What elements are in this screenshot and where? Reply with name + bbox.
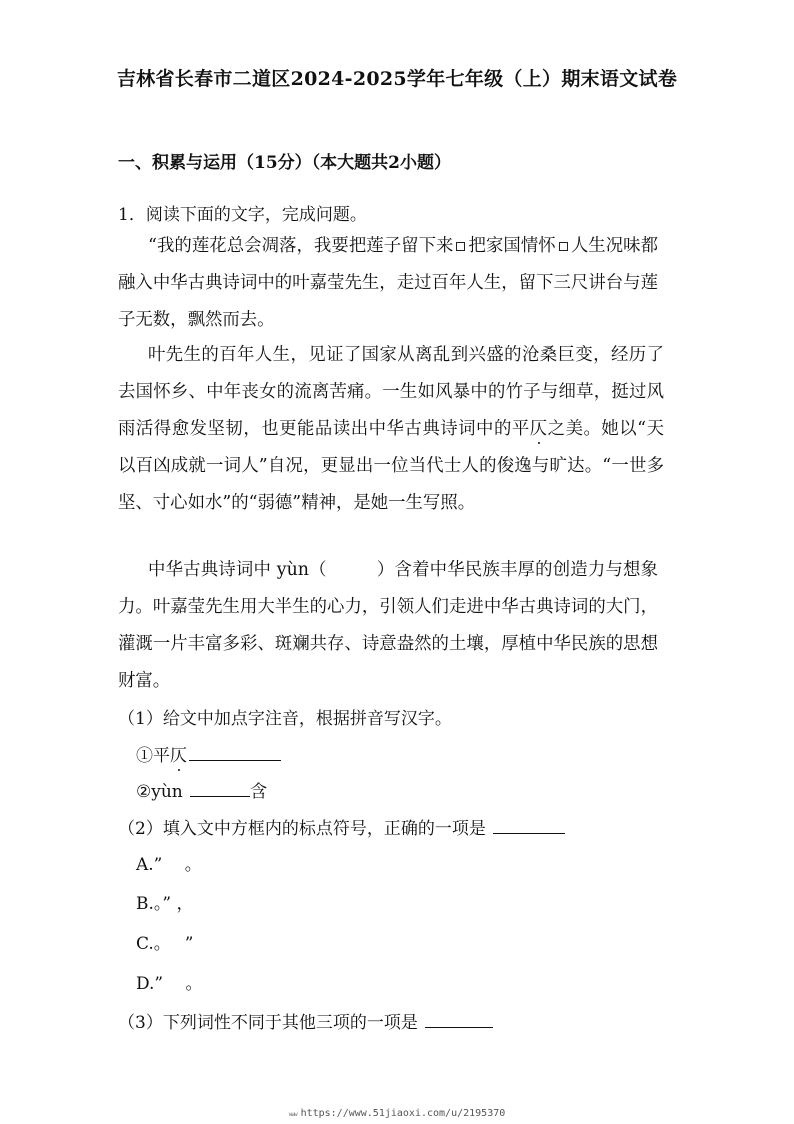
question-text: （3）下列词性不同于其他三项的一项是: [118, 1013, 424, 1033]
dotted-character: 仄: [529, 419, 548, 439]
punctuation-box: [456, 242, 465, 251]
passage-text: 人生况味都融入中华古典诗词中的叶嘉莹先生，走过百年人生，留下三尺讲台与莲子无数，飘然而去。: [118, 236, 658, 330]
passage-paragraph-1: [118, 228, 658, 339]
passage-text: 把家国情怀: [468, 236, 556, 256]
option-c[interactable]: C.。 ”: [136, 934, 194, 954]
option-a[interactable]: A.” 。: [136, 855, 202, 875]
answer-blank[interactable]: [425, 1011, 493, 1028]
passage-paragraph-2: [118, 337, 664, 522]
option-d[interactable]: D.” 。: [136, 974, 203, 994]
page-footer: [0, 1108, 794, 1119]
sub-question-2: [118, 814, 565, 839]
question-text: （2）填入文中方框内的标点符号，正确的一项是: [118, 819, 492, 839]
footer-url[interactable]: https://www.51jiaoxi.com/u/2195370: [300, 1108, 506, 1119]
page-title: 吉林省长春市二道区2024-2025学年七年级（上）期末语文试卷: [116, 68, 678, 90]
item-label: ②yùn: [136, 782, 189, 802]
option-b[interactable]: B.。” ，: [136, 894, 194, 914]
passage-text: 中华古典诗词中 yùn（: [148, 560, 327, 580]
question-stem: 1．阅读下面的文字，完成问题。: [118, 205, 367, 225]
sub-question-1: （1）给文中加点字注音，根据拼音写汉字。: [118, 709, 452, 729]
punctuation-box: [559, 242, 568, 251]
passage-paragraph-3: [118, 552, 658, 700]
answer-blank[interactable]: [190, 780, 250, 797]
answer-item-1: [136, 741, 281, 766]
passage-text: ）含着中华民族丰厚的创造力与想象力。叶嘉莹先生用大半生的心力，引领人们走进中华古典诗词的大门，灌溉一片丰富多彩、斑斓共存、诗意盎然的土壤，厚植中华民族的思想财富。: [118, 560, 658, 691]
item-label: 含: [250, 782, 268, 802]
dotted-character: 仄: [170, 746, 187, 766]
passage-text: 叶先生的百年人生，见证了国家从离乱到兴盛的沧桑巨变，经历了去国怀乡、中年丧女的流离苦痛。一生如风暴中的竹子与细草，挺过风雨活得愈发坚韧，也更能品读出中华古典诗词中的平: [118, 345, 664, 439]
item-label: ①平: [136, 746, 170, 766]
passage-text: “我的莲花总会凋落，我要把莲子留下来: [148, 236, 454, 256]
watermark-logo: www: [288, 1111, 297, 1118]
section-heading: 一、积累与运用（15分）（本大题共2小题）: [118, 153, 451, 173]
answer-item-2: [136, 777, 267, 802]
passage-text: 之美。她以“天以百凶成就一词人”自况，更显出一位当代士人的俊逸与旷达。“一世多坚、寸心如水”的“弱德”精神，是她一生写照。: [118, 419, 664, 513]
answer-blank[interactable]: [493, 817, 565, 834]
answer-blank[interactable]: [189, 744, 281, 761]
sub-question-3: [118, 1008, 493, 1033]
